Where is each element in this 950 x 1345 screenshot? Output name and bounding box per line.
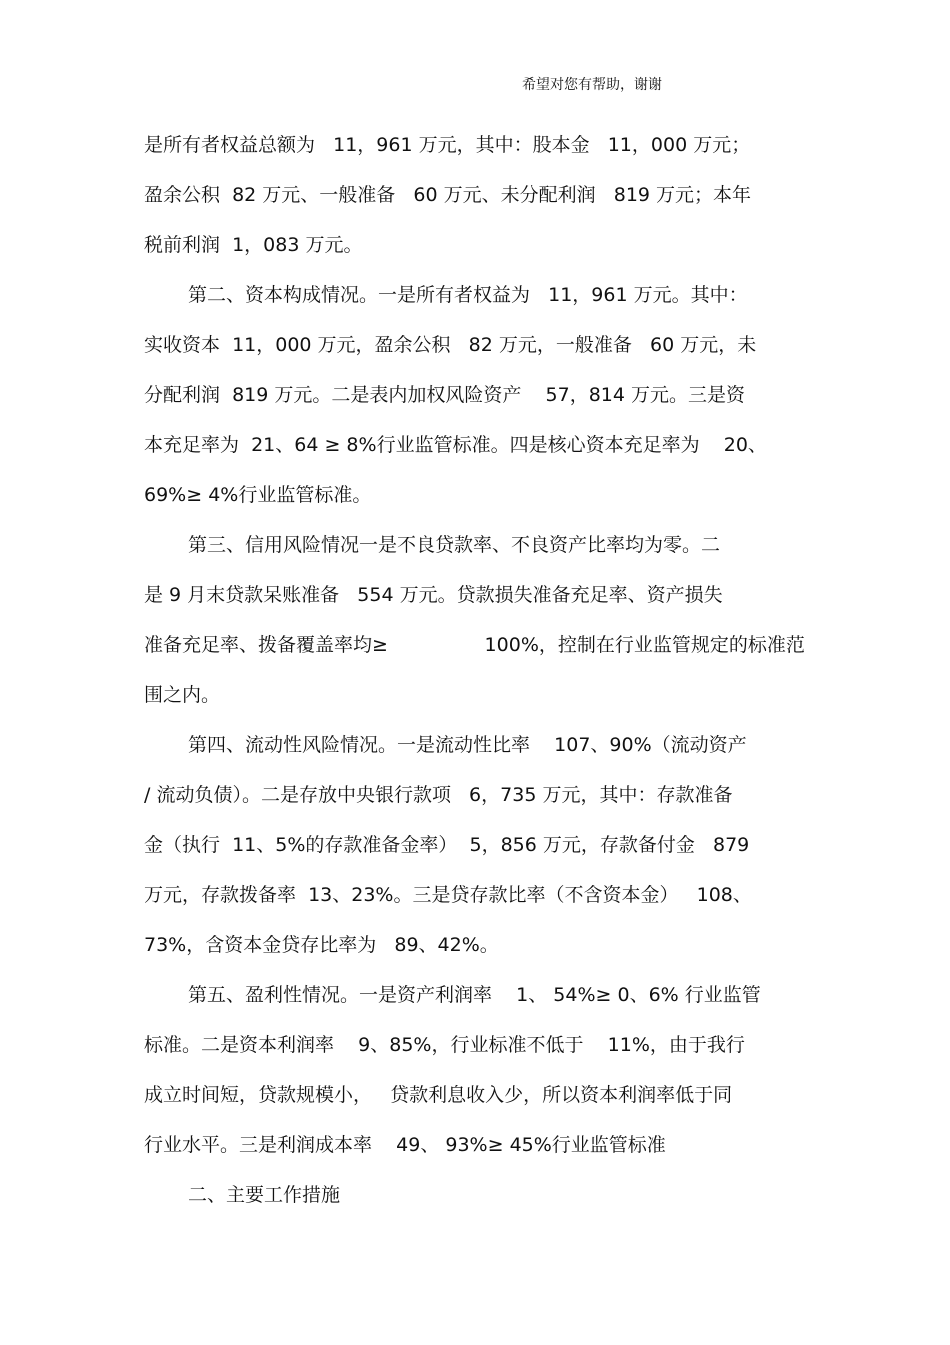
body-line: 行业水平。三是利润成本率 49、 93%≥ 45%行业监管标准 xyxy=(144,1134,666,1156)
section-3-start: 第三、信用风险情况一是不良贷款率、不良资产比率均为零。二 xyxy=(188,534,721,556)
body-line: 盈余公积 82 万元、一般准备 60 万元、未分配利润 819 万元；本年 xyxy=(144,184,752,206)
section-2-start: 第二、资本构成情况。一是所有者权益为 11，961 万元。其中： xyxy=(188,284,748,306)
body-line: 金（执行 11、5%的存款准备金率） 5，856 万元，存款备付金 879 xyxy=(144,834,750,856)
body-line: 是所有者权益总额为 11，961 万元，其中：股本金 11，000 万元； xyxy=(144,134,751,156)
body-line: 围之内。 xyxy=(144,684,221,706)
body-line: 准备充足率、拨备覆盖率均≥ 100%，控制在行业监管规定的标准范 xyxy=(144,634,805,656)
body-line: 标准。二是资本利润率 9、85%，行业标准不低于 11%，由于我行 xyxy=(144,1034,745,1056)
section-heading: 二、主要工作措施 xyxy=(188,1184,341,1206)
section-4-start: 第四、流动性风险情况。一是流动性比率 107、90%（流动资产 xyxy=(188,734,747,756)
header-note: 希望对您有帮助，谢谢 xyxy=(522,77,662,93)
body-line: 是 9 月末贷款呆账准备 554 万元。贷款损失准备充足率、资产损失 xyxy=(144,584,723,606)
body-line: 成立时间短，贷款规模小， 贷款利息收入少，所以资本利润率低于同 xyxy=(144,1084,733,1106)
body-line: 分配利润 819 万元。二是表内加权风险资产 57，814 万元。三是资 xyxy=(144,384,746,406)
body-line: 73%，含资本金贷存比率为 89、42%。 xyxy=(144,934,499,956)
body-line: / 流动负债）。二是存放中央银行款项 6，735 万元，其中：存款准备 xyxy=(144,784,733,806)
body-line: 69%≥ 4%行业监管标准。 xyxy=(144,484,372,506)
body-line: 本充足率为 21、64 ≥ 8%行业监管标准。四是核心资本充足率为 20、 xyxy=(144,434,767,456)
body-line: 万元，存款拨备率 13、23%。三是贷存款比率（不含资本金） 108、 xyxy=(144,884,752,906)
body-line: 税前利润 1，083 万元。 xyxy=(144,234,363,256)
section-5-start: 第五、盈利性情况。一是资产利润率 1、 54%≥ 0、6% 行业监管 xyxy=(188,984,761,1006)
body-line: 实收资本 11，000 万元，盈余公积 82 万元，一般准备 60 万元，未 xyxy=(144,334,757,356)
